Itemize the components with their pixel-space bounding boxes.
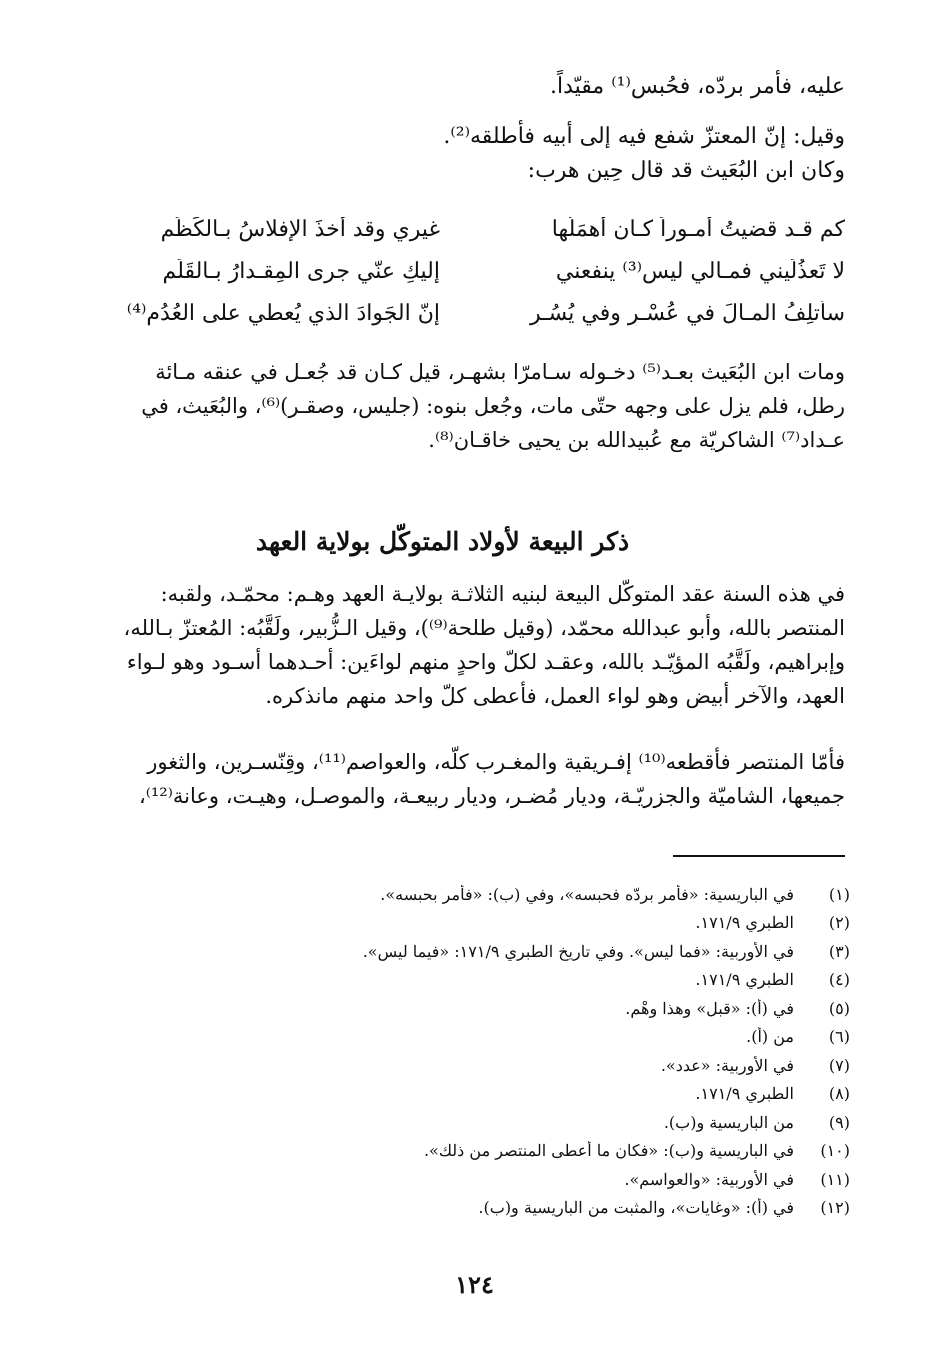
- footnote: [40, 937, 850, 966]
- footnote: [40, 966, 850, 995]
- footnote-text: في (أ): «وغايات»، والمثبت من الباريسية و(ب).: [478, 1198, 794, 1218]
- poem-first-hemistich: لا تَعذُلَيني فمـالي ليس⁽³⁾ ينفعني: [555, 258, 845, 284]
- poem-verse: [80, 208, 845, 250]
- text-line: رطل، فلم يزل على وجهه حتّى مات، وجُعل بنوه: (جليس، وصقـر)⁽⁶⁾، والبُعَيث، في: [141, 394, 845, 418]
- footnote-text: في الباريسية و(ب): «فكان ما أعطى المنتصر من ذلك».: [423, 1141, 794, 1161]
- poem-first-hemistich: سأُتلِفُ المـالَ في عُسْـرٍ وفي يُسُـرٍ: [530, 300, 845, 326]
- footnote-text: في الأوربية: «فما ليس». وفي تاريخ الطبري ١٧١/٩: «فيما ليس».: [362, 941, 794, 961]
- footnote-text: من (أ).: [746, 1027, 794, 1047]
- poem-second-hemistich: إنّ الجَوادَ الذي يُعطي على العُدُم⁽⁴⁾: [126, 300, 440, 326]
- footnote: [40, 1137, 850, 1166]
- poem: [80, 208, 845, 334]
- footnote-text: في (أ): «قبل» وهذا وهْم.: [625, 998, 794, 1018]
- section-heading: ذكر البيعة لأولاد المتوكّل بولاية العهد: [255, 527, 630, 556]
- footnote: [40, 1023, 850, 1052]
- footnote-number: (٦): [828, 1027, 850, 1047]
- footnote-number: (٨): [828, 1084, 850, 1104]
- footnote: [40, 1080, 850, 1109]
- paragraph-al-muntasir-grants: [40, 745, 845, 813]
- text-line: عـداد⁽⁷⁾ الشاكريّة مع عُبيدالله بن يحيى خاقـان⁽⁸⁾.: [428, 428, 845, 452]
- text-line: جميعها، الشاميّة والجزريّـة، وديار مُضـر، وديار ربيعـة، والموصـل، وهيـت، وعانة⁽¹²⁾،: [138, 784, 845, 808]
- footnote-number: (٧): [828, 1055, 850, 1075]
- footnote: [40, 1108, 850, 1137]
- page-number: ١٢٤: [455, 1270, 494, 1299]
- footnote-text: الطبري ١٧١/٩.: [695, 1084, 794, 1104]
- footnote-number: (٣): [828, 941, 850, 961]
- paragraph-death-of-ibn-al-buayth: [40, 355, 845, 457]
- footnote: [40, 880, 850, 909]
- footnote: [40, 1165, 850, 1194]
- text-line: عليه، فأمر بردّه، فحُبس⁽¹⁾ مقيّداً.: [550, 74, 845, 99]
- text-line: المنتصر بالله، وأبو عبدالله محمّد، (وقيل طلحة⁽⁹⁾)، وقيل الـزُّبير، ولَقَّبُه: المُعتزّ بـالله،: [123, 616, 845, 640]
- paragraph-allegiance: [40, 577, 845, 713]
- footnote-text: الطبري ١٧١/٩.: [695, 913, 794, 933]
- footnote: [40, 1051, 850, 1080]
- poem-verse: [80, 250, 845, 292]
- footnote-number: (٩): [828, 1112, 850, 1132]
- footnote-text: في الأوربية: «والعواسم».: [624, 1169, 794, 1189]
- text-line: وإبراهيم، ولَقَّبُه المؤيّـد بالله، وعقـد لكلّ واحدٍ منهم لواءَين: أحـدهما أسـود وهو لـواء: [126, 650, 845, 674]
- footnote: [40, 994, 850, 1023]
- footnote-text: في الأوربية: «عدد».: [660, 1055, 794, 1075]
- footnote-text: الطبري ١٧١/٩.: [695, 970, 794, 990]
- footnotes: [40, 880, 850, 1222]
- poem-second-hemistich: إليكِ عنّي جرى المِقـدارُ بـالقَلَم: [162, 258, 440, 284]
- footnote-separator: [673, 855, 845, 857]
- footnote: [40, 909, 850, 938]
- poem-first-hemistich: كم قـد قضيتُ أمـوراً كـان أهمَلُها: [551, 216, 845, 242]
- footnote-number: (١٢): [820, 1198, 850, 1218]
- text-line: وكان ابن البُعَيث قد قال حِين هرب:: [527, 158, 845, 183]
- footnote-text: من الباريسية و(ب).: [663, 1112, 794, 1132]
- text-line: فأمّا المنتصر فأقطعه⁽¹⁰⁾ إفـريقية والمغـرب كلّه، والعواصم⁽¹¹⁾، وقِنّسـرين، والثغور: [147, 750, 845, 774]
- footnote-number: (٤): [828, 970, 850, 990]
- top-text: [40, 70, 845, 188]
- footnote-number: (١١): [820, 1169, 850, 1189]
- footnote-number: (١): [828, 884, 850, 904]
- footnote-number: (٥): [828, 998, 850, 1018]
- text-line: ومات ابن البُعَيث بعـد⁽⁵⁾ دخـوله سـامرّا بشهـر، قيل كـان قد جُعـل في عنقه مـائة: [155, 360, 845, 384]
- footnote-number: (٢): [828, 913, 850, 933]
- text-line: وقيل: إنّ المعتزّ شفع فيه إلى أبيه فأطلقه⁽²⁾.: [443, 124, 845, 149]
- footnote-text: في الباريسية: «فأمر بردّه فحبسه»، وفي (ب): «فأمر بحبسه».: [380, 884, 794, 904]
- footnote-number: (١٠): [820, 1141, 850, 1161]
- text-line: في هذه السنة عقد المتوكّل البيعة لبنيه الثلاثـة بولايـة العهد وهـم: محمّـد، ولقبه:: [160, 582, 845, 606]
- poem-second-hemistich: غيري وقد أخذَ الإفلاسُ بـالكَظَم: [160, 216, 440, 242]
- footnote: [40, 1194, 850, 1223]
- poem-verse: [80, 292, 845, 334]
- text-line: العهد، والآخر أبيض وهو لواء العمل، فأعطى كلّ واحد منهم مانذكره.: [265, 684, 845, 708]
